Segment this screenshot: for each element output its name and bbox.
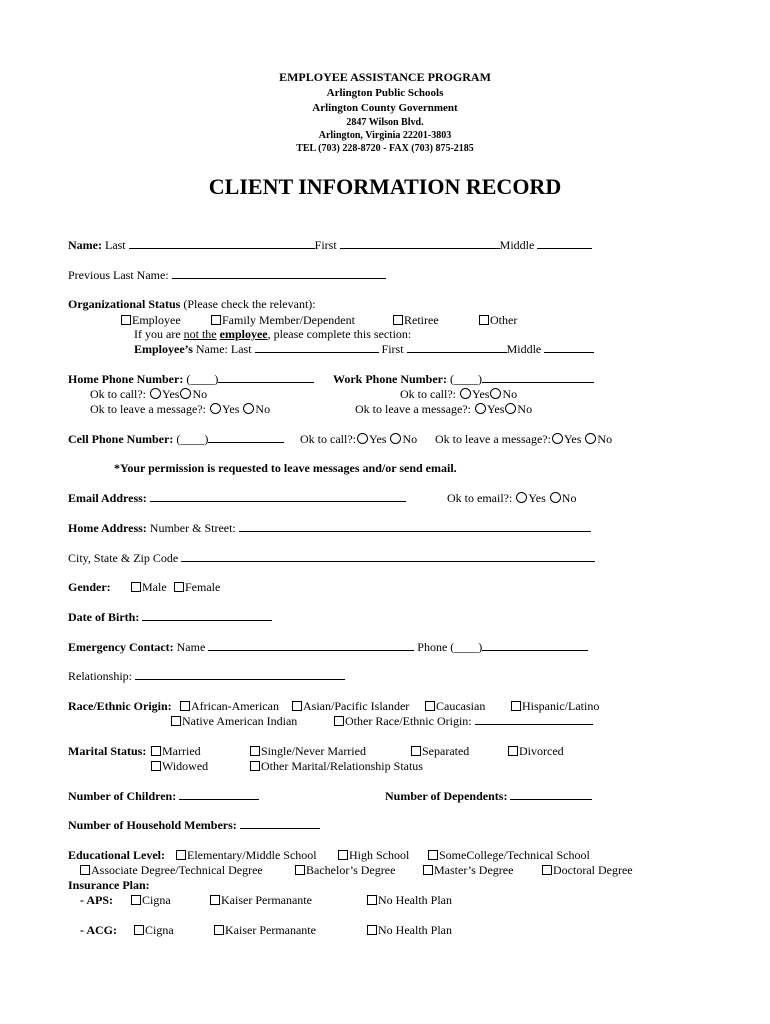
home-phone-row: Home Phone Number: (____) — [68, 372, 314, 387]
org-name-1: Arlington Public Schools — [326, 87, 444, 99]
checkbox-icon[interactable] — [174, 582, 184, 592]
checkbox-icon[interactable] — [334, 716, 344, 726]
marital-label: Marital Status: — [68, 744, 147, 758]
email-ok: Ok to email?: Yes No — [447, 491, 577, 505]
radio-icon[interactable] — [505, 403, 516, 414]
home-address-row: Home Address: Number & Street: — [68, 521, 591, 536]
middle-name-field[interactable] — [537, 238, 592, 249]
employee-middle-field[interactable] — [544, 342, 594, 353]
radio-icon[interactable] — [550, 492, 561, 503]
employee-last-field[interactable] — [255, 342, 379, 353]
dob-field[interactable] — [142, 610, 272, 621]
org-name-2: Arlington County Government — [312, 102, 458, 114]
checkbox-icon[interactable] — [508, 746, 518, 756]
marital-widowed[interactable]: Widowed — [151, 759, 208, 774]
checkbox-icon[interactable] — [171, 716, 181, 726]
cell-ok-message: Ok to leave a message?: Yes No — [435, 432, 613, 446]
radio-icon[interactable] — [475, 403, 486, 414]
household-field[interactable] — [240, 818, 320, 829]
radio-icon[interactable] — [180, 388, 191, 399]
aps-no-plan[interactable]: No Health Plan — [367, 893, 452, 908]
form-title: CLIENT INFORMATION RECORD — [208, 174, 562, 199]
children-row: Number of Children: — [68, 789, 259, 804]
edu-doctoral[interactable]: Doctoral Degree — [542, 863, 633, 878]
checkbox-icon[interactable] — [210, 895, 220, 905]
marital-other[interactable]: Other Marital/Relationship Status — [250, 759, 423, 774]
city-row: City, State & Zip Code — [68, 551, 595, 566]
checkbox-icon[interactable] — [479, 315, 489, 325]
household-row: Number of Household Members: — [68, 818, 320, 833]
checkbox-icon[interactable] — [338, 850, 348, 860]
dependents-field[interactable] — [510, 789, 592, 800]
org-status-row — [68, 297, 316, 312]
gender-row: Gender: — [68, 580, 111, 594]
dob-row: Date of Birth: — [68, 610, 272, 625]
employee-name-row: Employee’s Name: Last First Middle — [134, 342, 594, 357]
gender-female[interactable]: Female — [174, 580, 220, 595]
aps-label: - APS: — [80, 893, 113, 907]
checkbox-icon[interactable] — [131, 895, 141, 905]
checkbox-icon[interactable] — [151, 761, 161, 771]
insurance-label: Insurance Plan: — [68, 878, 150, 892]
work-ok-call: Ok to call?: Yes No — [400, 387, 518, 401]
org-option-family[interactable]: Family Member/Dependent — [211, 313, 355, 328]
acg-cigna[interactable]: Cigna — [134, 923, 174, 938]
emergency-phone-field[interactable] — [482, 640, 588, 651]
org-status-label: Organizational Status — [68, 297, 181, 311]
name-label: Name: — [68, 238, 102, 252]
org-option-employee[interactable]: Employee — [121, 313, 181, 328]
home-ok-call: Ok to call?: Yes No — [90, 387, 208, 401]
edu-master[interactable]: Master’s Degree — [423, 863, 513, 878]
last-label: Last — [104, 238, 126, 252]
employee-first-field[interactable] — [407, 342, 507, 353]
email-field[interactable] — [150, 491, 406, 502]
dependents-row: Number of Dependents: — [385, 789, 592, 804]
name-row — [68, 238, 592, 253]
first-name-field[interactable] — [340, 238, 500, 249]
edu-associate[interactable]: Associate Degree/Technical Degree — [80, 863, 263, 878]
city-address: Arlington, Virginia 22201-3803 — [318, 130, 452, 141]
emergency-row: Emergency Contact: Name Phone (____) — [68, 640, 588, 655]
checkbox-icon[interactable] — [176, 850, 186, 860]
email-row: Email Address: — [68, 491, 406, 506]
previous-last-name-field[interactable] — [172, 268, 386, 279]
aps-kaiser[interactable]: Kaiser Permanante — [210, 893, 312, 908]
checkbox-icon[interactable] — [151, 746, 161, 756]
marital-divorced[interactable]: Divorced — [508, 744, 564, 759]
race-native-american[interactable]: Native American Indian — [171, 714, 297, 729]
radio-icon[interactable] — [150, 388, 161, 399]
edu-elementary[interactable]: Elementary/Middle School — [176, 848, 317, 863]
marital-separated[interactable]: Separated — [411, 744, 469, 759]
race-asian[interactable]: Asian/Pacific Islander — [292, 699, 409, 714]
checkbox-icon[interactable] — [423, 865, 433, 875]
race-other[interactable]: Other Race/Ethnic Origin: — [334, 714, 593, 729]
checkbox-icon[interactable] — [542, 865, 552, 875]
children-field[interactable] — [179, 789, 259, 800]
cell-ok-call: Ok to call?: Yes No — [300, 432, 418, 446]
radio-icon[interactable] — [390, 433, 401, 444]
program-title: EMPLOYEE ASSISTANCE PROGRAM — [279, 70, 491, 84]
previous-last-name-label: Previous Last Name: — [68, 268, 169, 282]
cell-phone-row: Cell Phone Number: (____) — [68, 432, 284, 447]
radio-icon[interactable] — [210, 403, 221, 414]
checkbox-icon[interactable] — [180, 701, 190, 711]
checkbox-icon[interactable] — [131, 582, 141, 592]
edu-high-school[interactable]: High School — [338, 848, 409, 863]
checkbox-icon[interactable] — [393, 315, 403, 325]
street-field[interactable] — [239, 521, 591, 532]
checkbox-icon[interactable] — [295, 865, 305, 875]
street-address: 2847 Wilson Blvd. — [346, 117, 424, 128]
acg-no-plan[interactable]: No Health Plan — [367, 923, 452, 938]
checkbox-icon[interactable] — [211, 315, 221, 325]
acg-label: - ACG: — [80, 923, 117, 937]
checkbox-icon[interactable] — [511, 701, 521, 711]
permission-note: *Your permission is requested to leave messages and/or send email. — [114, 461, 457, 475]
checkbox-icon[interactable] — [250, 746, 260, 756]
first-label: First — [314, 238, 337, 252]
race-label: Race/Ethnic Origin: — [68, 699, 172, 713]
work-phone-row: Work Phone Number: (____) — [333, 372, 594, 387]
race-caucasian[interactable]: Caucasian — [425, 699, 485, 714]
race-hispanic[interactable]: Hispanic/Latino — [511, 699, 599, 714]
checkbox-icon[interactable] — [292, 701, 302, 711]
marital-single[interactable]: Single/Never Married — [250, 744, 366, 759]
checkbox-icon[interactable] — [121, 315, 131, 325]
home-ok-message: Ok to leave a message?: Yes No — [90, 402, 271, 416]
radio-icon[interactable] — [357, 433, 368, 444]
radio-icon[interactable] — [516, 492, 527, 503]
race-african-american[interactable]: African-American — [180, 699, 279, 714]
education-label: Educational Level: — [68, 848, 166, 862]
checkbox-icon[interactable] — [214, 925, 224, 935]
checkbox-icon[interactable] — [367, 895, 377, 905]
checkbox-icon[interactable] — [367, 925, 377, 935]
race-other-field[interactable] — [475, 714, 593, 725]
checkbox-icon[interactable] — [428, 850, 438, 860]
edu-bachelor[interactable]: Bachelor’s Degree — [295, 863, 395, 878]
checkbox-icon[interactable] — [250, 761, 260, 771]
org-option-retiree[interactable]: Retiree — [393, 313, 439, 328]
marital-married[interactable]: Married — [151, 744, 201, 759]
previous-last-name-row — [68, 268, 386, 283]
relationship-field[interactable] — [135, 669, 345, 680]
middle-label: Middle — [499, 238, 535, 252]
home-phone-field[interactable] — [218, 372, 314, 383]
radio-icon[interactable] — [243, 403, 254, 414]
emergency-name-field[interactable] — [208, 640, 414, 651]
checkbox-icon[interactable] — [80, 865, 90, 875]
work-ok-message: Ok to leave a message?: Yes No — [355, 402, 533, 416]
city-field[interactable] — [181, 551, 595, 562]
work-phone-field[interactable] — [482, 372, 594, 383]
radio-icon[interactable] — [585, 433, 596, 444]
radio-icon[interactable] — [460, 388, 471, 399]
relationship-row: Relationship: — [68, 669, 345, 684]
checkbox-icon[interactable] — [411, 746, 421, 756]
contact-numbers: TEL (703) 228-8720 - FAX (703) 875-2185 — [296, 143, 474, 154]
cell-phone-field[interactable] — [208, 432, 284, 443]
radio-icon[interactable] — [552, 433, 563, 444]
last-name-field[interactable] — [129, 238, 315, 249]
radio-icon[interactable] — [490, 388, 501, 399]
checkbox-icon[interactable] — [134, 925, 144, 935]
not-employee-note: If you are not the employee, please complete this section: — [134, 327, 412, 341]
org-option-other[interactable]: Other — [479, 313, 517, 328]
gender-male[interactable]: Male — [131, 580, 167, 595]
acg-kaiser[interactable]: Kaiser Permanante — [214, 923, 316, 938]
aps-cigna[interactable]: Cigna — [131, 893, 171, 908]
checkbox-icon[interactable] — [425, 701, 435, 711]
org-status-hint: (Please check the relevant): — [183, 297, 316, 311]
edu-some-college[interactable]: SomeCollege/Technical School — [428, 848, 590, 863]
